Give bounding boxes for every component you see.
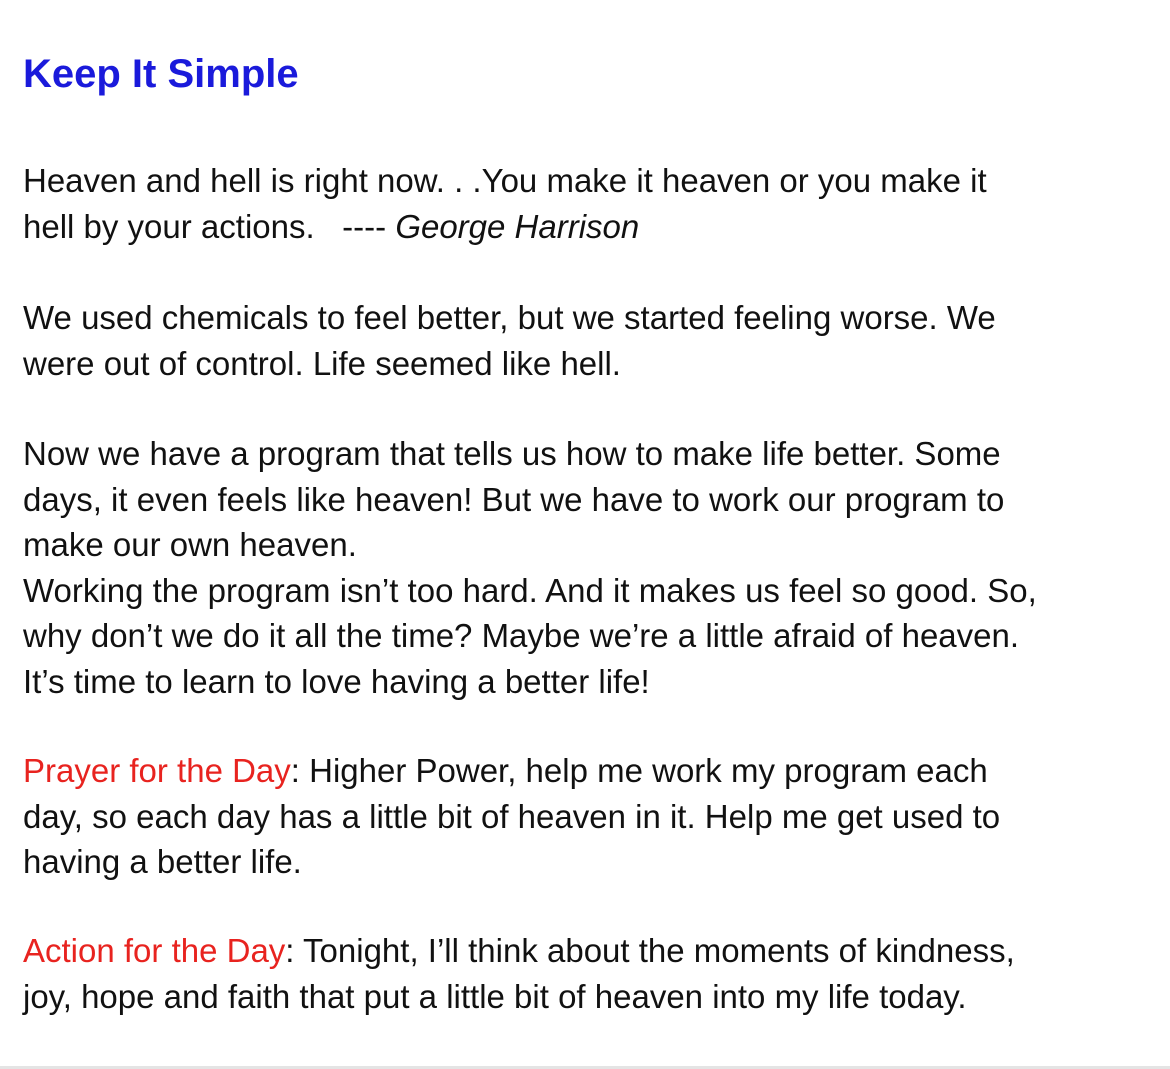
action-line-2: joy, hope and faith that put a little bit of heaven into my life today. — [23, 977, 967, 1015]
paragraph1-line-2: were out of control. Life seemed like hell. — [23, 344, 621, 382]
quote-line-2 — [23, 204, 1153, 250]
prayer-line-1-text: : Higher Power, help me work my program each — [290, 752, 988, 789]
paragraph1-line-1: We used chemicals to feel better, but we started feeling worse. We — [23, 299, 996, 336]
quote-line-2-text: hell by your actions. — [23, 207, 315, 245]
prayer-line-2: day, so each day has a little bit of heaven in it. Help me get used to — [23, 797, 1001, 835]
paragraph2-line-1: Now we have a program that tells us how to make life better. Some — [23, 435, 1001, 472]
page-title: Keep It Simple — [23, 52, 299, 96]
reflection-paragraph-1 — [23, 295, 1153, 386]
prayer-line-1 — [23, 748, 1153, 794]
action-line-1 — [23, 928, 1153, 974]
action-paragraph — [23, 928, 1153, 1019]
action-label: Action for the Day — [23, 932, 286, 969]
paragraph2-line-3: make our own heaven. — [23, 526, 357, 563]
quote-author: George Harrison — [395, 207, 640, 245]
quote-line-1: Heaven and hell is right now. . .You make it heaven or you make it — [23, 162, 987, 199]
action-line-1-text: : Tonight, I’ll think about the moments of kindness, — [285, 932, 1015, 969]
reflection-paragraph-2 — [23, 431, 1153, 704]
prayer-label: Prayer for the Day — [23, 752, 291, 789]
quote-dashes: ---- — [342, 207, 387, 245]
paragraph2-line-4: Working the program isn’t too hard. And it makes us feel so good. So, — [23, 571, 1037, 609]
paragraph2-line-5: why don’t we do it all the time? Maybe we’re a little afraid of heaven. — [23, 617, 1020, 654]
paragraph2-line-2: days, it even feels like heaven! But we have to work our program to — [23, 480, 1005, 518]
prayer-line-3: having a better life. — [23, 843, 302, 880]
quote-paragraph — [23, 158, 1153, 249]
prayer-paragraph — [23, 748, 1153, 885]
paragraph2-line-6: It’s time to learn to love having a better life! — [23, 662, 650, 700]
